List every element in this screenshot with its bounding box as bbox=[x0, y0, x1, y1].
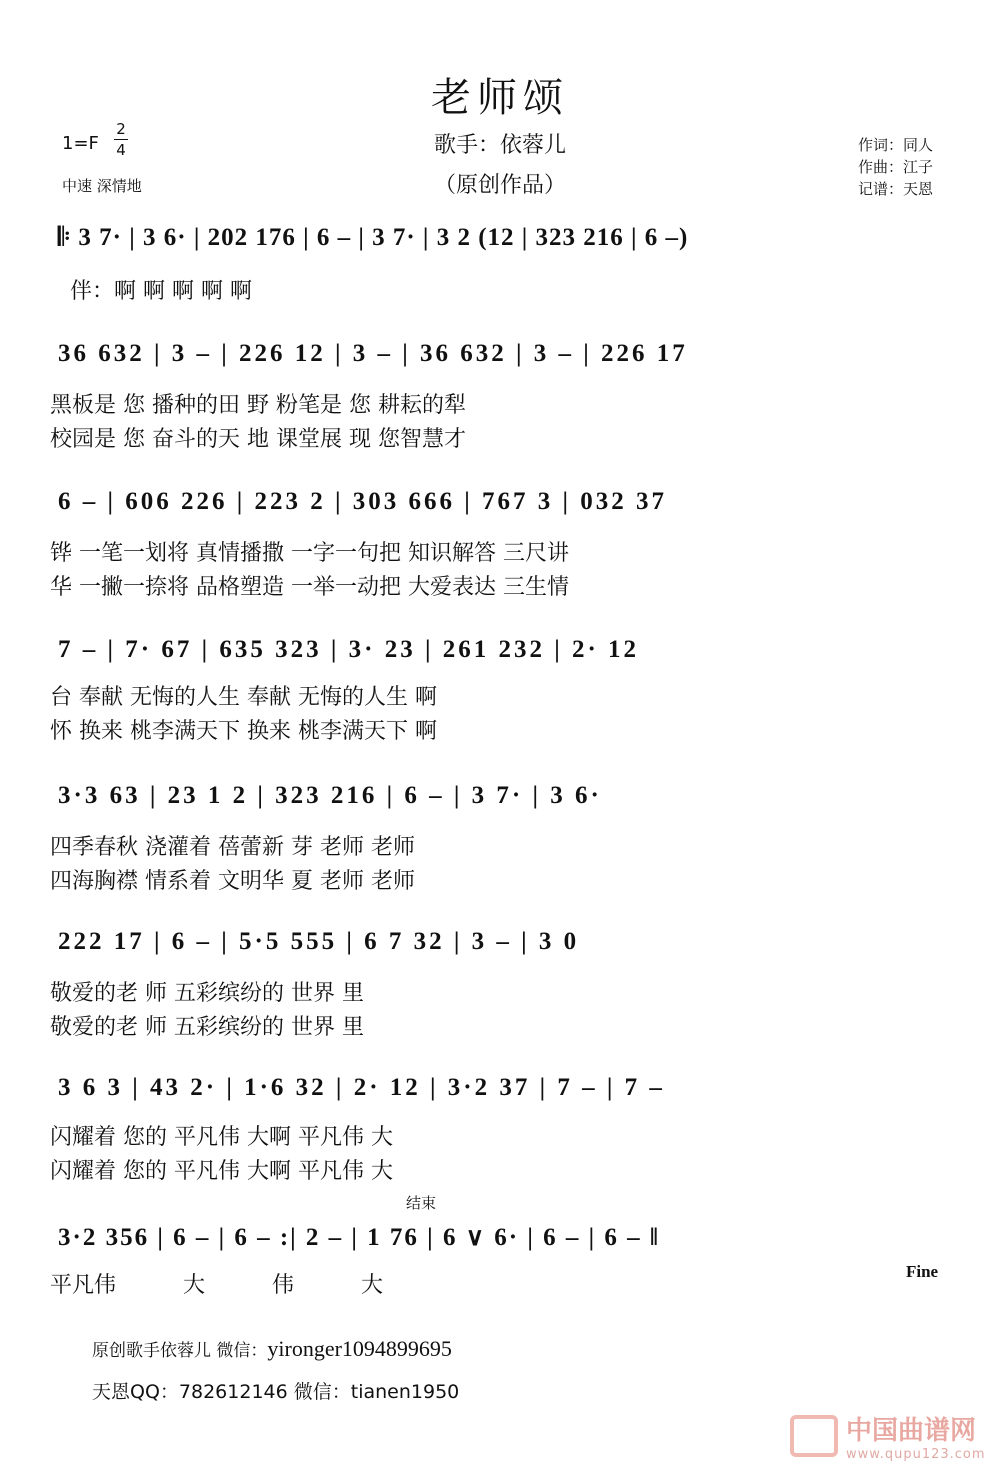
score-row-1 bbox=[50, 218, 950, 262]
lyric-line-1: 闪耀着 您的 平凡伟 大啊 平凡伟 大 bbox=[50, 1125, 393, 1150]
original-note: （原创作品） bbox=[433, 173, 566, 198]
score-row-6 bbox=[50, 922, 950, 966]
meter-top: 2 bbox=[116, 120, 126, 138]
lyric-line-1: 敬爱的老 师 五彩缤纷的 世界 里 bbox=[50, 981, 364, 1006]
meter-bottom: 4 bbox=[116, 141, 126, 159]
notation-line: 3·3 63 | 23 1 2 | 323 216 | 6 – | 3 7· | 3 6· bbox=[58, 782, 602, 809]
score-row-4 bbox=[50, 630, 950, 674]
watermark bbox=[846, 1410, 986, 1462]
watermark-logo-icon bbox=[790, 1415, 838, 1457]
end-marker: 结束 bbox=[406, 1194, 437, 1212]
song-title: 老师颂 bbox=[431, 75, 569, 121]
notation-line: 222 17 | 6 – | 5·5 555 | 6 7 32 | 3 – | 3 0 bbox=[58, 928, 580, 955]
notation-line: 36 632 | 3 – | 226 12 | 3 – | 36 632 | 3 – | 226 17 bbox=[58, 340, 688, 367]
watermark-url: www.qupu123.com bbox=[846, 1447, 986, 1462]
lyric-line-2: 四海胸襟 情系着 文明华 夏 老师 老师 bbox=[50, 869, 415, 894]
key-signature: 1=F bbox=[62, 133, 99, 154]
footer-line-1 bbox=[92, 1336, 452, 1362]
lyric-line-1: 四季春秋 浇灌着 蓓蕾新 芽 老师 老师 bbox=[50, 835, 415, 860]
lyric-line-1: 平凡伟 大 伟 大 bbox=[50, 1273, 383, 1298]
composer: 作曲：江子 bbox=[858, 158, 934, 176]
watermark-name: 中国曲谱网 bbox=[846, 1416, 977, 1446]
wechat-id: yironger1094899695 bbox=[267, 1336, 452, 1361]
footer-line-2: 天恩QQ：782612146 微信：tianen1950 bbox=[92, 1381, 460, 1403]
fine-marker: Fine bbox=[906, 1262, 939, 1281]
lyric-line-2: 敬爱的老 师 五彩缤纷的 世界 里 bbox=[50, 1015, 364, 1040]
score-row-7 bbox=[50, 1068, 950, 1112]
score-row-2 bbox=[50, 334, 950, 378]
lyric-line-1: 黑板是 您 播种的田 野 粉笔是 您 耕耘的犁 bbox=[50, 393, 466, 418]
lyricist: 作词：同人 bbox=[858, 136, 934, 154]
score-row-3 bbox=[50, 482, 950, 526]
notation-line: 𝄆 3 7· | 3 6· | 202 176 | 6 – | 3 7· | 3 2 (12 | 323 216 | 6 –) bbox=[58, 224, 689, 251]
lyric-line-2: 华 一撇一捺将 品格塑造 一举一动把 大爱表达 三生情 bbox=[50, 575, 569, 600]
time-signature bbox=[114, 120, 128, 159]
notation-line: 3 6 3 | 43 2· | 1·6 32 | 2· 12 | 3·2 37 | 7 – | 7 – bbox=[58, 1074, 665, 1101]
singer-line: 歌手：依蓉儿 bbox=[433, 133, 566, 158]
notation-line: 6 – | 606 226 | 223 2 | 303 666 | 767 3 | 032 37 bbox=[58, 488, 668, 515]
tempo-marking: 中速 深情地 bbox=[62, 177, 142, 195]
lyric-line-1: 铧 一笔一划将 真情播撒 一字一句把 知识解答 三尺讲 bbox=[50, 541, 569, 566]
lyric-line-1: 台 奉献 无悔的人生 奉献 无悔的人生 啊 bbox=[50, 685, 437, 710]
score-row-5 bbox=[50, 776, 950, 820]
lyric-line-2: 校园是 您 奋斗的天 地 课堂展 现 您智慧才 bbox=[50, 427, 466, 452]
score-row-8 bbox=[50, 1216, 950, 1260]
lyric-line-1: 伴：啊 啊 啊 啊 啊 bbox=[70, 279, 252, 304]
transcriber: 记谱：天恩 bbox=[858, 180, 934, 198]
footer-label: 原创歌手依蓉儿 微信： bbox=[92, 1341, 268, 1361]
notation-line: 7 – | 7· 67 | 635 323 | 3· 23 | 261 232 | 2· 12 bbox=[58, 636, 640, 663]
notation-line: 3·2 356 | 6 – | 6 – :| 2 – | 1 76 | 6 ∨ 6· | 6 – | 6 – ‖ bbox=[58, 1224, 660, 1251]
lyric-line-2: 怀 换来 桃李满天下 换来 桃李满天下 啊 bbox=[50, 719, 437, 744]
lyric-line-2: 闪耀着 您的 平凡伟 大啊 平凡伟 大 bbox=[50, 1159, 393, 1184]
